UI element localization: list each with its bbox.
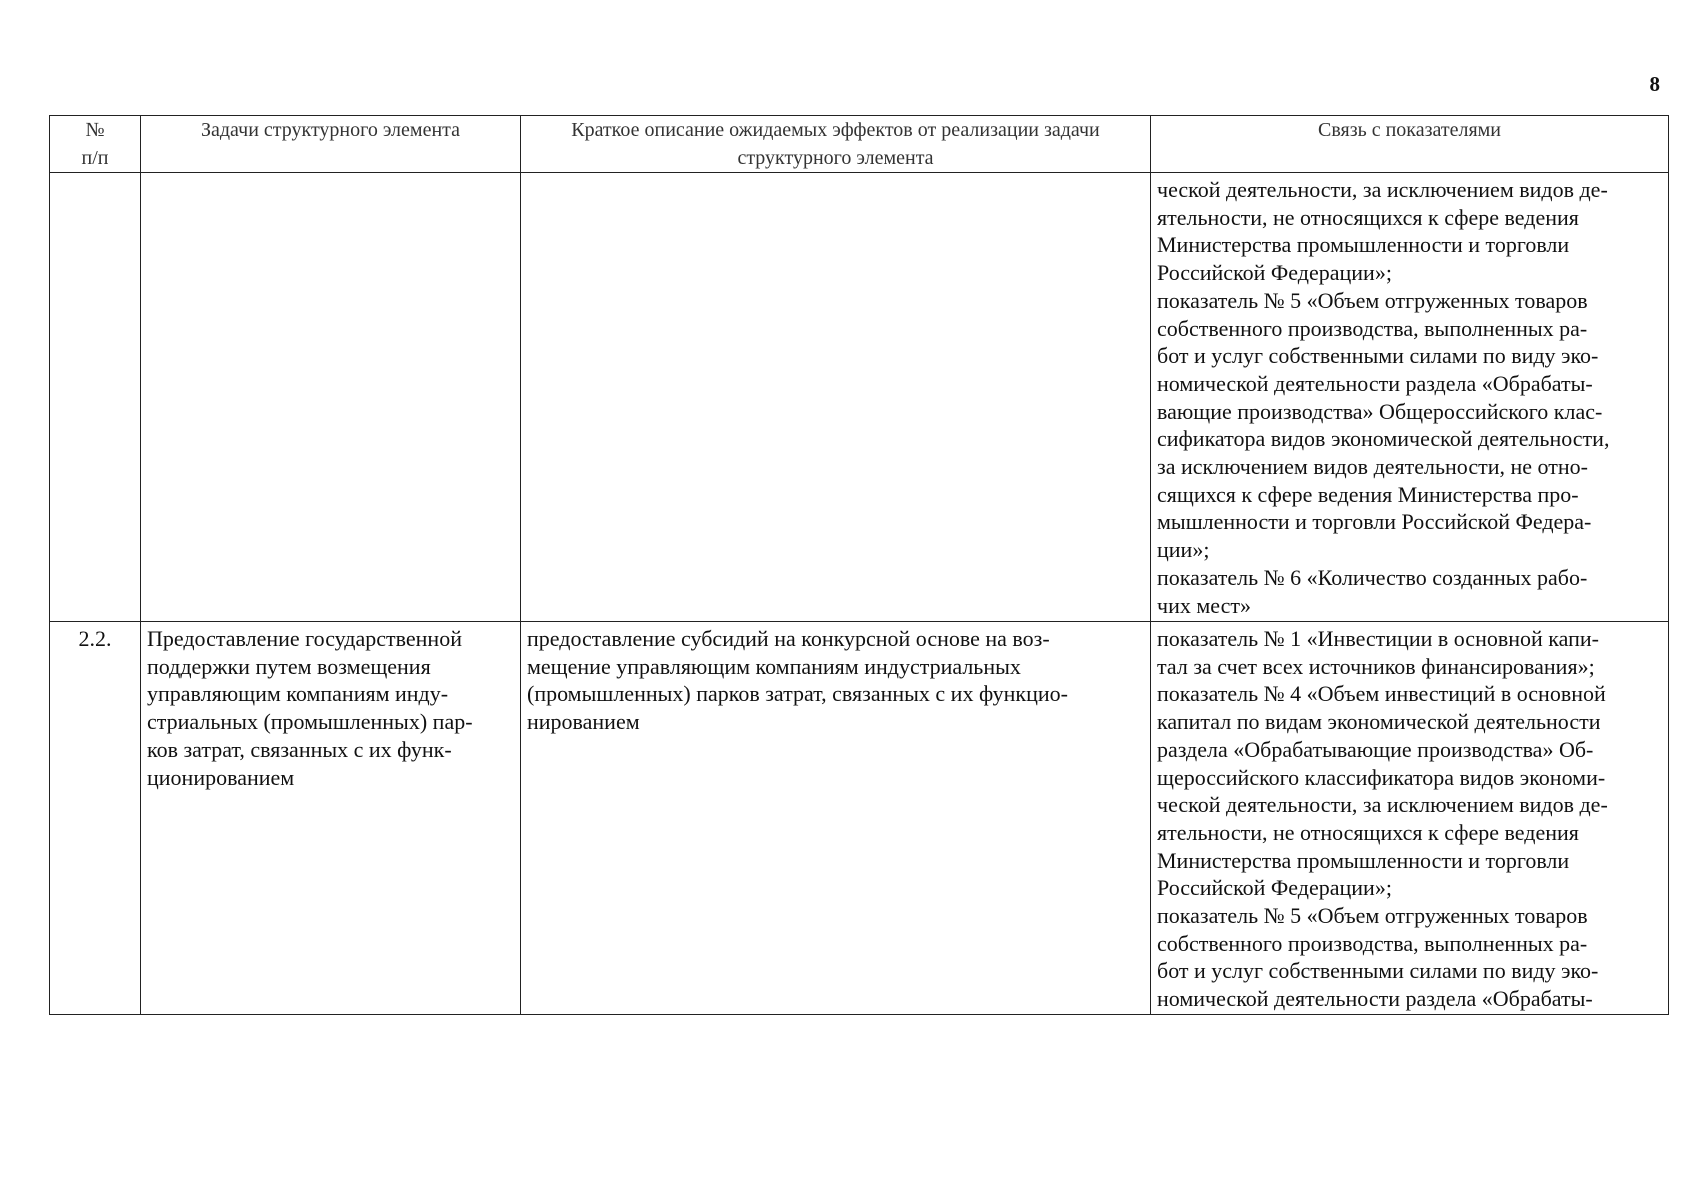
row-num-cell: [50, 622, 141, 1015]
row-description: [521, 173, 1150, 176]
row-task-cell: [141, 173, 521, 622]
row-task-cell: [141, 622, 521, 1015]
header-task: [141, 116, 521, 173]
page-number: 8: [1649, 72, 1660, 96]
row-num: [50, 173, 140, 176]
row-indicators-cell: [1151, 173, 1669, 622]
header-num-label: № п/п: [81, 119, 109, 169]
row-indicators-cell: [1151, 622, 1669, 1015]
header-num: [50, 116, 141, 173]
table-header-row: [50, 116, 1669, 173]
row-task: Предоставление государственной поддержки путем возмещения управляющим компаниям инду- стриальных (промышленных) пар- ков затрат, связанных с их функ- ционированием: [147, 626, 473, 790]
row-num-cell: [50, 173, 141, 622]
row-num: 2.2.: [78, 626, 112, 651]
structural-element-table: [49, 115, 1669, 1015]
table-row: [50, 622, 1669, 1015]
header-description-label: Краткое описание ожидаемых эффектов от реализации задачи структурного элемента: [571, 119, 1100, 169]
row-description: предоставление субсидий на конкурсной основе на воз- мещение управляющим компаниям индустриальных (промышленных) парков затрат, связанных с их функцио- нированием: [527, 626, 1068, 735]
header-task-label: Задачи структурного элемента: [200, 119, 461, 141]
row-description-cell: [521, 173, 1151, 622]
header-indicators-label: Связь с показателями: [1317, 119, 1502, 141]
row-description-cell: [521, 622, 1151, 1015]
row-indicators: ческой деятельности, за исключением видов де- ятельности, не относящихся к сфере ведения Министерства промышленности и торговли Российской Федерации»; показатель № 5 «Объем отгруженных товаров собственного производства, выполненных ра- бот и услуг собственными силами по виду эко- номической деятельности раздела «Обрабаты- вающие производства» Общероссийского клас- сификатора видов экономической деятельности, за исключением видов деятельности, не отно- сящихся к сфере ведения Министерства про- мышленности и торговли Российской Федера- ции»; показатель № 6 «Количество созданных рабо- чих мест»: [1157, 177, 1610, 618]
header-description: [521, 116, 1151, 173]
row-indicators: показатель № 1 «Инвестиции в основной капи- тал за счет всех источников финансирования»; показатель № 4 «Объем инвестиций в основной капитал по видам экономической деятельности раздела «Обрабатывающие производства» Об- щероссийского классификатора видов экономи- ческой деятельности, за исключением видов де- ятельности, не относящихся к сфере ведения Министерства промышленности и торговли Российской Федерации»; показатель № 5 «Объем отгруженных товаров собственного производства, выполненных ра- бот и услуг собственными силами по виду эко- номической деятельности раздела «Обрабаты-: [1157, 626, 1608, 1012]
header-indicators: [1151, 116, 1669, 173]
table-row: [50, 173, 1669, 622]
row-task: [141, 173, 520, 176]
